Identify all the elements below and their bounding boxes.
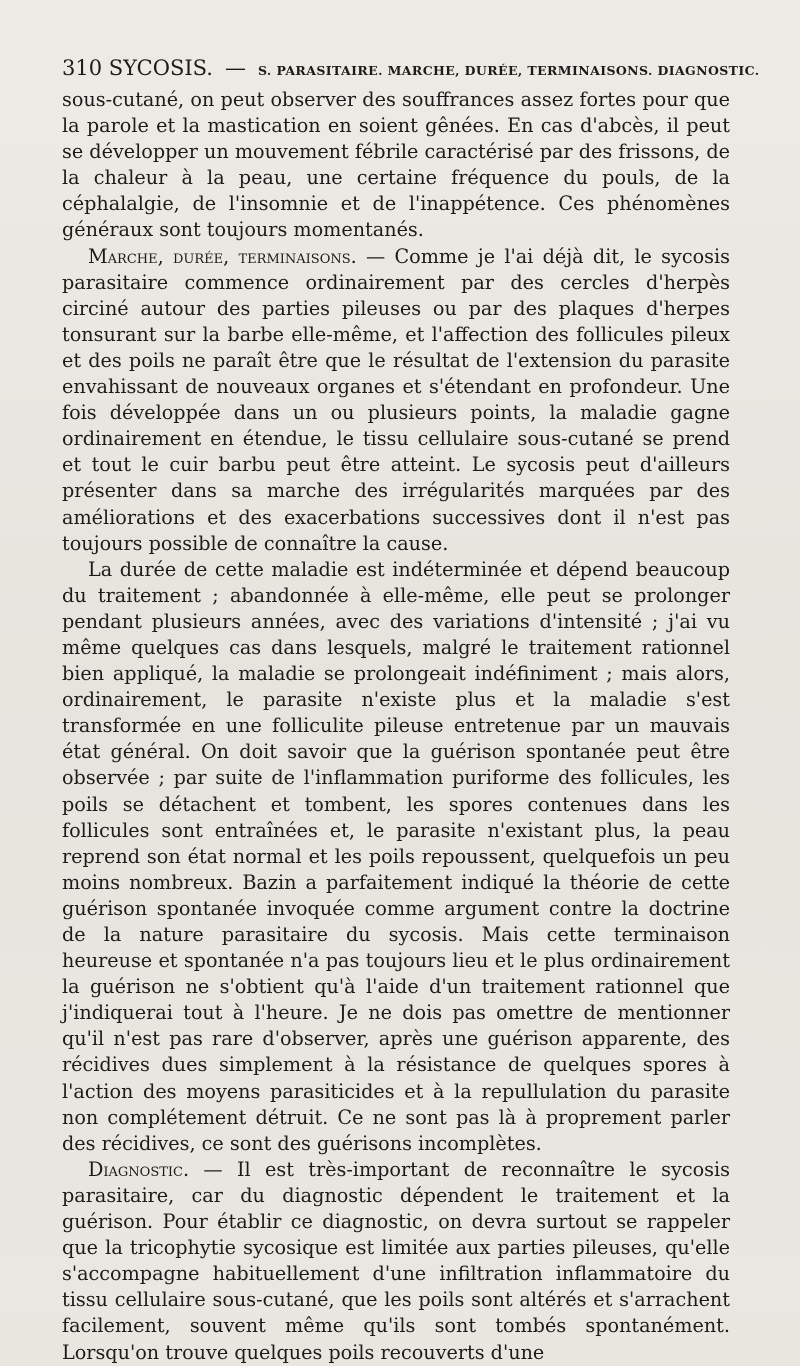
paragraph-text: sous-cutané, on peut observer des souffrances assez fortes pour que la parole et la mastication en soient gênées. En cas d'abcès, il peut se développer un mouvement fébrile caractérisé par des frissons, de la chaleur à la peau, une certaine fréquence du pouls, de la céphalalgie, de l'insomnie et de l'inappétence. Ces phénomènes généraux sont toujours momentanés.: [62, 88, 730, 242]
paragraph-diagnostic: [62, 1157, 730, 1366]
paragraph-marche: [62, 244, 730, 557]
section-heading-marche: Marche, durée, terminaisons.: [88, 244, 357, 268]
page-number: 310: [62, 56, 103, 80]
paragraph-duree: [62, 557, 730, 1157]
paragraph-text: La durée de cette maladie est indéterminée et dépend beaucoup du traitement ; abandonnée à elle-même, elle peut se prolonger pendant plusieurs années, avec des variations d'intensité ; j'ai vu même quelques cas dans lesquels, malgré le traitement rationnel bien appliqué, la maladie se prolongeait indéfiniment ; mais alors, ordinairement, le parasite n'existe plus et la maladie s'est transformée en une folliculite pileuse entretenue par un mauvais état général. On doit savoir que la guérison spontanée peut être observée ; par suite de l'inflammation puriforme des follicules, les poils se détachent et tombent, les spores contenues dans les follicules sont entraînées et, le parasite n'existant plus, la peau reprend son état normal et les poils repoussent, quelquefois un peu moins nombreux. Bazin a parfaitement indiqué la théorie de cette guérison spontanée invoquée comme argument contre la doctrine de la nature parasitaire du sycosis. Mais cette terminaison heureuse et spontanée n'a pas toujours lieu et le plus ordinairement la guérison ne s'obtient qu'à l'aide d'un traitement rationnel que j'indiquerai tout à l'heure. Je ne dois pas omettre de mentionner qu'il n'est pas rare d'observer, après une guérison apparente, des récidives dues simplement à la résistance de quelques spores à l'action des moyens parasiticides et à la repullulation du parasite non complétement détruit. Ce ne sont pas là à proprement parler des récidives, ce sont des guérisons incomplètes.: [62, 557, 730, 1155]
paragraph-continuation: [62, 87, 730, 244]
running-section: S. PARASITAIRE. MARCHE, DURÉE, TERMINAISONS. DIAGNOSTIC.: [257, 63, 760, 78]
running-header: [62, 53, 760, 87]
paragraph-text: — Il est très-important de reconnaître le sycosis parasitaire, car du diagnostic dépendent le traitement et la guérison. Pour établir ce diagnostic, on devra surtout se rappeler que la tricophytie sycosique est limitée aux parties pileuses, qu'elle s'accompagne habituellement d'une infiltration inflammatoire du tissu cellulaire sous-cutané, que les poils sont altérés et s'arrachent facilement, souvent même qu'ils sont tombés spontanément. Lorsqu'on trouve quelques poils recouverts d'une: [62, 1157, 730, 1364]
paragraph-text: — Comme je l'ai déjà dit, le sycosis parasitaire commence ordinairement par des cercles d'herpès circiné autour des parties pileuses ou par des plaques d'herpes tonsurant sur la barbe elle-même, et l'affection des follicules pileux et des poils ne paraît être que le résultat de l'extension du parasite envahissant de nouveaux organes et s'étendant en profondeur. Une fois développée dans un ou plusieurs points, la maladie gagne ordinairement en étendue, le tissu cellulaire sous-cutané se prend et tout le cuir barbu peut être atteint. Le sycosis peut d'ailleurs présenter dans sa marche des irrégularités marquées par des améliorations et des exacerbations successives dont il n'est pas toujours possible de connaître la cause.: [62, 244, 730, 555]
header-separator: —: [224, 56, 246, 80]
running-title: SYCOSIS.: [108, 56, 213, 80]
section-heading-diagnostic: Diagnostic.: [88, 1157, 190, 1181]
body-text: [62, 87, 730, 1366]
